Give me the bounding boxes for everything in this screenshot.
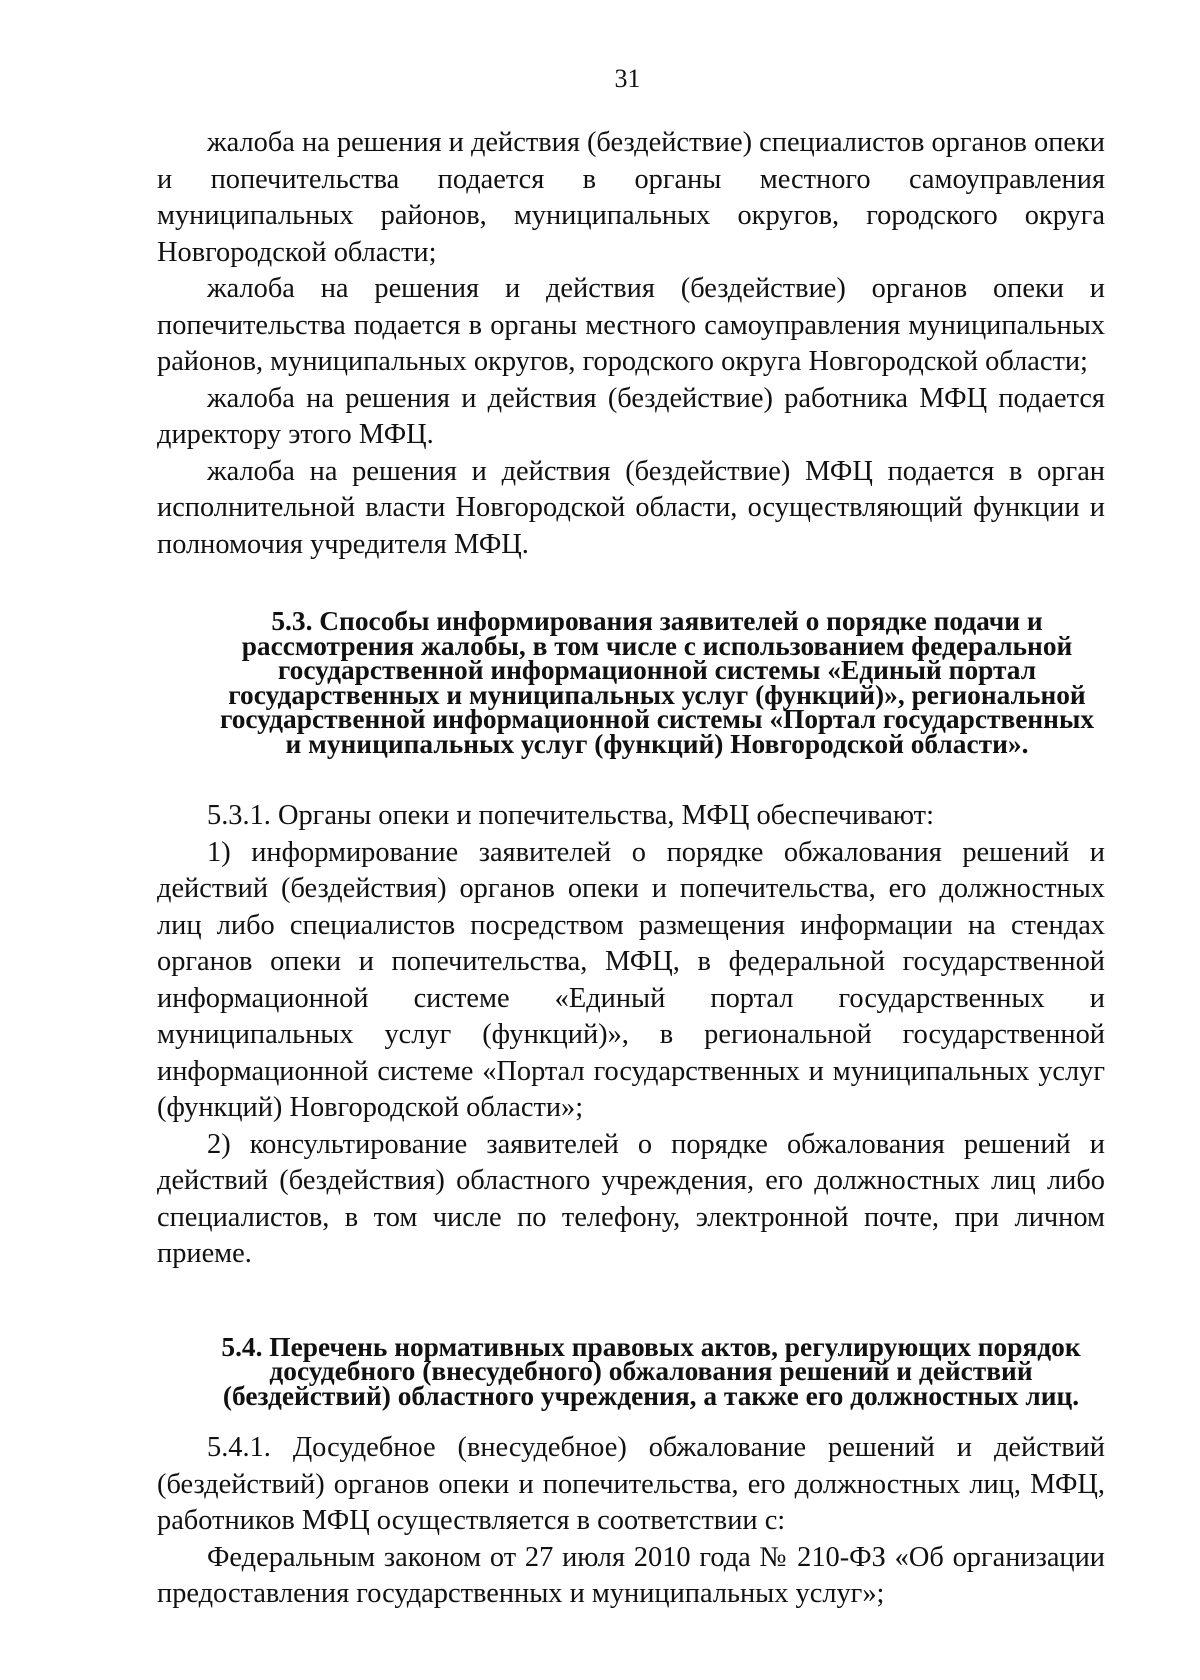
paragraph-5-4-1: 5.4.1. Досудебное (внесудебное) обжалование решений и действий (бездействий) органов опеки и попечительства, его должностных лиц, МФЦ, работников МФЦ осуществляется в соответствии с: — [157, 1432, 1105, 1536]
page-number: 31 — [614, 64, 641, 93]
paragraph-complaint-mfc-employee: жалоба на решения и действия (бездействие) работника МФЦ подается директору этого МФЦ. — [157, 382, 1105, 450]
paragraph-complaint-specialists: жалоба на решения и действия (бездействие) специалистов органов опеки и попечительства подается в органы местного самоуправления муниципальных районов, муниципальных округов, городского округа Новгородской области; — [157, 127, 1105, 268]
paragraph-5-3-1-item-1: 1) информирование заявителей о порядке обжалования решений и действий (бездействия) органов опеки и попечительства, его должностных лиц либо специалистов посредством размещения информации на стендах органов опеки и попечительства, МФЦ, в федеральной государственной информационной системе «Единый портал государственных и муниципальных услуг (функций)», в региональной государственной информационной системе «Портал государственных и муниципальных услуг (функций) Новгородской области»; — [157, 836, 1105, 1123]
document-body — [157, 125, 1105, 1613]
section-heading-5-3: 5.3. Способы информирования заявителей о порядке подачи и рассмотрения жалобы, в том числе с использованием федеральной государственной информационной системы «Единый портал государственных и муниципальных услуг (функций)», региональной государственной информационной системы «Портал государственных и муниципальных услуг (функций) Новгородской области». — [219, 606, 1095, 759]
spacer — [157, 756, 1105, 798]
section-heading-5-4: 5.4. Перечень нормативных правовых актов, регулирующих порядок досудебного (внесудебного) обжалования решений и действий (бездействий) областного учреждения, а также его должностных лиц. — [221, 1331, 1081, 1411]
paragraph-5-3-1: 5.3.1. Органы опеки и попечительства, МФЦ обеспечивают: — [207, 800, 934, 831]
paragraph-complaint-guardianship-bodies: жалоба на решения и действия (бездействие) органов опеки и попечительства подается в органы местного самоуправления муниципальных районов, муниципальных округов, городского округа Новгородской области; — [157, 273, 1105, 377]
paragraph-federal-law-210: Федеральным законом от 27 июля 2010 года № 210-ФЗ «Об организации предоставления государственных и муниципальных услуг»; — [157, 1541, 1105, 1609]
paragraph-complaint-mfc: жалоба на решения и действия (бездействие) МФЦ подается в орган исполнительной власти Новгородской области, осуществляющий функции и полномочия учредителя МФЦ. — [157, 455, 1105, 560]
paragraph-5-3-1-item-2: 2) консультирование заявителей о порядке обжалования решений и действий (бездействия) областного учреждения, его должностных лиц либо специалистов, в том числе по телефону, электронной почте, при личном приеме. — [157, 1128, 1105, 1269]
spacer — [157, 1408, 1105, 1430]
